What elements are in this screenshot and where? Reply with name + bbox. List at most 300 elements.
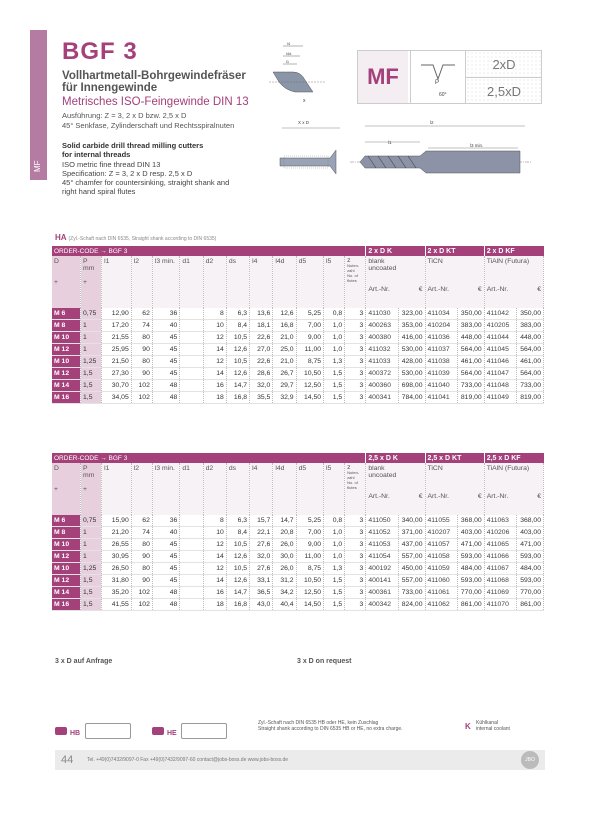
cell: 1,5 <box>81 587 102 599</box>
cell: 14,7 <box>273 515 296 527</box>
hdr-coating-tialn: TiAlN (Futura) Art.-Nr. € <box>484 463 543 515</box>
cell: M 12 <box>52 575 81 587</box>
cell: 48 <box>152 392 179 404</box>
cell: 411033 <box>366 356 399 368</box>
cell: 593,00 <box>517 551 544 563</box>
cell: M 12 <box>52 368 81 380</box>
hdr-l4d: l4d <box>273 256 296 308</box>
cell: 43,0 <box>250 599 273 611</box>
table-row <box>52 368 544 380</box>
cell: 411044 <box>484 332 517 344</box>
cell: 411061 <box>425 587 458 599</box>
cell: 411068 <box>484 575 517 587</box>
cell: 10,50 <box>296 575 323 587</box>
cell: 1 <box>81 527 102 539</box>
cell <box>180 563 203 575</box>
cell: 3 <box>345 551 366 563</box>
cell: 564,00 <box>458 368 484 380</box>
cell: 10,5 <box>226 539 249 551</box>
cell: 3 <box>345 575 366 587</box>
cell: 1,5 <box>324 392 345 404</box>
cell: 593,00 <box>458 575 484 587</box>
cell <box>180 551 203 563</box>
cell: 1 <box>81 332 102 344</box>
cell: 3 <box>345 539 366 551</box>
mf-ratio-25xd: 2,5xD <box>465 77 542 104</box>
cell: 32,0 <box>250 551 273 563</box>
cell: 12,6 <box>226 575 249 587</box>
cell <box>180 332 203 344</box>
table-row <box>52 599 544 611</box>
label-p: P <box>435 80 440 86</box>
cell: 7,00 <box>296 527 323 539</box>
logo: JBO <box>521 751 539 769</box>
table-body-2xd <box>52 308 544 404</box>
cell: 3 <box>345 563 366 575</box>
cell: 411039 <box>425 368 458 380</box>
cell: 411034 <box>425 308 458 320</box>
cell: 36,5 <box>250 587 273 599</box>
cell: 733,00 <box>399 587 425 599</box>
table-row <box>52 575 544 587</box>
cell: 471,00 <box>458 539 484 551</box>
cell <box>180 515 203 527</box>
cell: 1,0 <box>324 551 345 563</box>
cell: 15,90 <box>102 515 132 527</box>
cell: 8 <box>203 515 226 527</box>
cell: 383,00 <box>517 320 544 332</box>
cell: 11,00 <box>296 551 323 563</box>
legend-hb <box>55 722 131 740</box>
thread-angle-icon <box>410 51 465 103</box>
cell: 1 <box>81 539 102 551</box>
cell: 21,55 <box>102 332 132 344</box>
cell: 411032 <box>366 344 399 356</box>
cell: 18 <box>203 599 226 611</box>
hdr-l5: l5 <box>324 256 345 308</box>
hdr-coating-blank: blank uncoated Art.-Nr. € <box>366 463 425 515</box>
cell: 0,75 <box>81 515 102 527</box>
subtitle-norm: Metrisches ISO-Feingewinde DIN 13 <box>62 96 249 108</box>
cell: 1,5 <box>324 599 345 611</box>
label-l1b: l1 <box>388 140 392 145</box>
cell: 411053 <box>366 539 399 551</box>
order-code-row <box>52 453 544 463</box>
spec-en-line: for internal threads <box>62 150 131 160</box>
cell: 1,5 <box>324 368 345 380</box>
cell: 12,50 <box>296 587 323 599</box>
cell: 471,00 <box>517 539 544 551</box>
cell: M 10 <box>52 332 81 344</box>
hdr-l3: l3 min. <box>152 463 179 515</box>
cell: 16 <box>203 587 226 599</box>
cell: 411042 <box>484 308 517 320</box>
cell: 22,6 <box>250 332 273 344</box>
cell: 770,00 <box>458 587 484 599</box>
cell: 410204 <box>425 320 458 332</box>
label-l3: l3 min. <box>470 143 484 148</box>
cell: 1,3 <box>324 563 345 575</box>
cell: 411049 <box>484 392 517 404</box>
cell: 45 <box>152 332 179 344</box>
cell: 411047 <box>484 368 517 380</box>
order-code-row <box>52 246 544 256</box>
cell: 411059 <box>425 563 458 575</box>
cell: 22,1 <box>250 527 273 539</box>
mf-box <box>357 50 542 104</box>
spec-en-line: Specification: Z = 3, 2 x D resp. 2,5 x D <box>62 168 193 178</box>
cell: 530,00 <box>399 344 425 356</box>
hdr-l4: l4 <box>250 256 273 308</box>
hdr-l1: l1 <box>102 463 132 515</box>
cell: 1,0 <box>324 539 345 551</box>
cell: 3 <box>345 380 366 392</box>
hdr-ds: ds <box>226 463 249 515</box>
cell: 12 <box>203 332 226 344</box>
cell: 6,3 <box>226 308 249 320</box>
cell: 461,00 <box>458 356 484 368</box>
header-row <box>52 463 544 515</box>
cell: 0,75 <box>81 308 102 320</box>
hdr-d: D + <box>52 463 81 515</box>
table-row <box>52 539 544 551</box>
cell: 593,00 <box>517 575 544 587</box>
arrow-icon <box>152 727 164 735</box>
cell: 353,00 <box>399 320 425 332</box>
shank-he-icon <box>181 723 227 739</box>
hdr-d5: d5 <box>296 463 323 515</box>
spec-en <box>62 141 229 197</box>
cell: 17,20 <box>102 320 132 332</box>
cell: 12,6 <box>273 308 296 320</box>
cell: 90 <box>131 344 152 356</box>
note-de: 3 x D auf Anfrage <box>55 658 113 665</box>
cell: 32,0 <box>250 380 273 392</box>
table-row <box>52 332 544 344</box>
cell: 12,90 <box>102 308 132 320</box>
cat-k: 2 x D K <box>366 246 425 256</box>
hdr-coating-blank: blank uncoated Art.-Nr. € <box>366 256 425 308</box>
label-l4: l4 <box>287 42 291 46</box>
cell: 18,1 <box>250 320 273 332</box>
cell: 403,00 <box>458 527 484 539</box>
cell: 8 <box>203 308 226 320</box>
cell: 410205 <box>484 320 517 332</box>
legend-text: Zyl.-Schaft nach DIN 6535 HB oder HE, kein Zuschlag Straight shank according to DIN 6535 HB or HE, no extra charge. <box>258 720 403 732</box>
cell: 411040 <box>425 380 458 392</box>
cell: 25,0 <box>273 344 296 356</box>
cell: 1,5 <box>81 380 102 392</box>
cell: 564,00 <box>517 368 544 380</box>
cell: 26,0 <box>273 563 296 575</box>
cell: M 14 <box>52 380 81 392</box>
cell: 21,50 <box>102 356 132 368</box>
cell: 10,5 <box>226 332 249 344</box>
cell: 12,6 <box>226 551 249 563</box>
cell: 400361 <box>366 587 399 599</box>
cell: 400341 <box>366 392 399 404</box>
shank-hb-icon <box>85 723 131 739</box>
cell: 80 <box>131 563 152 575</box>
cell: 411030 <box>366 308 399 320</box>
cell: 3 <box>345 392 366 404</box>
cell: 411063 <box>484 515 517 527</box>
cell: 45 <box>152 356 179 368</box>
subtitle-de <box>62 70 246 94</box>
footer-contact: Tel. +49(0)7432/9097-0 Fax +49(0)7432/9097-60 contact@jobs-boss.de www.jobs-boss.de <box>87 757 289 763</box>
spec-en-line: right hand spiral flutes <box>62 187 136 197</box>
label-l1: l1 <box>286 59 290 64</box>
side-tab-label: MF <box>33 160 42 172</box>
hdr-coating-tialn: TiAlN (Futura) Art.-Nr. € <box>484 256 543 308</box>
hdr-z: z Nuten- zahl No. of flutes <box>345 256 366 308</box>
cell: 29,7 <box>273 380 296 392</box>
table-row <box>52 587 544 599</box>
cell: 1,5 <box>81 575 102 587</box>
cat-kt: 2,5 x D KT <box>425 453 484 463</box>
table-row <box>52 563 544 575</box>
cell: 90 <box>131 575 152 587</box>
cell: 3 <box>345 368 366 380</box>
arrow-icon <box>55 727 67 735</box>
cell: 48 <box>152 380 179 392</box>
cell: 14 <box>203 368 226 380</box>
cell: 3 <box>345 587 366 599</box>
cell: 411058 <box>425 551 458 563</box>
cell: 3 <box>345 599 366 611</box>
order-code: ORDER-CODE → BGF 3 <box>52 453 366 463</box>
cell: 3 <box>345 527 366 539</box>
table-body-25xd <box>52 515 544 611</box>
cell: 36 <box>152 308 179 320</box>
table-row <box>52 515 544 527</box>
cell: 819,00 <box>458 392 484 404</box>
note-en: 3 x D on request <box>297 658 352 665</box>
cell: 733,00 <box>517 380 544 392</box>
cell: 74 <box>131 527 152 539</box>
cell: 12 <box>203 356 226 368</box>
order-code: ORDER-CODE → BGF 3 <box>52 246 366 256</box>
cell: 411067 <box>484 563 517 575</box>
label-l2: l2 <box>430 120 434 125</box>
cell: 8,4 <box>226 527 249 539</box>
cell: 16,8 <box>273 320 296 332</box>
cell: 36 <box>152 515 179 527</box>
cell: 80 <box>131 356 152 368</box>
cell: M 16 <box>52 392 81 404</box>
cell: 350,00 <box>458 308 484 320</box>
cell: 102 <box>131 392 152 404</box>
cell: 410206 <box>484 527 517 539</box>
cell: 34,2 <box>273 587 296 599</box>
cell: 733,00 <box>458 380 484 392</box>
table-row <box>52 380 544 392</box>
cell: 484,00 <box>517 563 544 575</box>
hdr-l3: l3 min. <box>152 256 179 308</box>
cell <box>180 575 203 587</box>
cell: 21,0 <box>273 332 296 344</box>
cell: 861,00 <box>517 599 544 611</box>
cell: 90 <box>131 551 152 563</box>
cell: 448,00 <box>517 332 544 344</box>
subtitle-line: Vollhartmetall-Bohrgewindefräser <box>62 70 246 82</box>
cell: 1,0 <box>324 344 345 356</box>
hdr-coating-ticn: TiCN Art.-Nr. € <box>425 463 484 515</box>
cell <box>180 539 203 551</box>
cell: M 12 <box>52 551 81 563</box>
spec-line: Ausführung: Z = 3, 2 x D bzw. 2,5 x D <box>62 111 187 120</box>
spec-en-line: 45° chamfer for countersinking, straight shank and <box>62 178 230 188</box>
cell: 40,4 <box>273 599 296 611</box>
cell: 45 <box>152 344 179 356</box>
spec-en-line: ISO metric fine thread DIN 13 <box>62 159 161 169</box>
cell: 31,2 <box>273 575 296 587</box>
cell: 10 <box>203 527 226 539</box>
cell: 0,8 <box>324 308 345 320</box>
cell: 1,5 <box>81 368 102 380</box>
cell: 1,0 <box>324 332 345 344</box>
cell: 3 <box>345 356 366 368</box>
cell: 62 <box>131 515 152 527</box>
mf-code: MF <box>358 51 408 103</box>
cell: 1,25 <box>81 356 102 368</box>
cell: 45 <box>152 368 179 380</box>
hdr-l2: l2 <box>131 463 152 515</box>
cell <box>180 368 203 380</box>
cell: 400372 <box>366 368 399 380</box>
cell: 14,7 <box>226 587 249 599</box>
cell: 48 <box>152 587 179 599</box>
cell <box>180 587 203 599</box>
spec-de <box>62 111 234 130</box>
cell: 9,00 <box>296 332 323 344</box>
cell: 564,00 <box>458 344 484 356</box>
cell: 27,6 <box>250 539 273 551</box>
cell: 80 <box>131 332 152 344</box>
cell: M 6 <box>52 308 81 320</box>
cat-kf: 2 x D KF <box>484 246 543 256</box>
legend-he <box>152 722 227 740</box>
cell: 593,00 <box>458 551 484 563</box>
spec-line: 45° Senkfase, Zylinderschaft und Rechtsspiralnuten <box>62 120 235 130</box>
cell: 32,9 <box>273 392 296 404</box>
cell: 30,0 <box>273 551 296 563</box>
cell: 400263 <box>366 320 399 332</box>
cell: 31,80 <box>102 575 132 587</box>
tool-drawing <box>270 118 540 200</box>
cell: 12 <box>203 563 226 575</box>
cell: 26,0 <box>273 539 296 551</box>
hdr-l5: l5 <box>324 463 345 515</box>
cell: 30,70 <box>102 380 132 392</box>
cell: 14 <box>203 344 226 356</box>
legend-k: K <box>465 722 471 731</box>
cell: 45 <box>152 563 179 575</box>
table-row <box>52 320 544 332</box>
cell: 411036 <box>425 332 458 344</box>
cell: 400192 <box>366 563 399 575</box>
spec-table-25xd <box>52 453 544 611</box>
cell: M 10 <box>52 356 81 368</box>
cell: 48 <box>152 599 179 611</box>
cell: M 10 <box>52 563 81 575</box>
cell: 400141 <box>366 575 399 587</box>
cell: 1,0 <box>324 527 345 539</box>
cell: 45 <box>152 551 179 563</box>
cell: 403,00 <box>517 527 544 539</box>
cell: 62 <box>131 308 152 320</box>
cell: 14 <box>203 575 226 587</box>
cell: 411065 <box>484 539 517 551</box>
cell: 10 <box>203 320 226 332</box>
cell: 411062 <box>425 599 458 611</box>
cell: 40 <box>152 527 179 539</box>
cell: 530,00 <box>399 368 425 380</box>
he-label: HE <box>167 730 177 737</box>
cell: 461,00 <box>517 356 544 368</box>
cell: 784,00 <box>399 392 425 404</box>
cell: 3 <box>345 344 366 356</box>
cell: 368,00 <box>458 515 484 527</box>
cell: 411041 <box>425 392 458 404</box>
cell: 90 <box>131 368 152 380</box>
cell: 74 <box>131 320 152 332</box>
cell: 410207 <box>425 527 458 539</box>
cell: 411066 <box>484 551 517 563</box>
cell: 698,00 <box>399 380 425 392</box>
cell: 7,00 <box>296 320 323 332</box>
cell: 371,00 <box>399 527 425 539</box>
hdr-p: P mm + <box>81 256 102 308</box>
cell: 3 <box>345 515 366 527</box>
cell: 25,95 <box>102 344 132 356</box>
cell: 8,75 <box>296 563 323 575</box>
cell: 411038 <box>425 356 458 368</box>
cell: 26,55 <box>102 539 132 551</box>
cell: 411045 <box>484 344 517 356</box>
cell: 102 <box>131 587 152 599</box>
cell: 14,50 <box>296 392 323 404</box>
cell: 8,75 <box>296 356 323 368</box>
cell: 12,6 <box>226 344 249 356</box>
cat-k: 2,5 x D K <box>366 453 425 463</box>
cell: 8,4 <box>226 320 249 332</box>
table-row <box>52 344 544 356</box>
cell: 484,00 <box>458 563 484 575</box>
cell: 35,5 <box>250 392 273 404</box>
cell: 861,00 <box>458 599 484 611</box>
cell: 27,0 <box>250 344 273 356</box>
cell: 14,7 <box>226 380 249 392</box>
cell: 10,5 <box>226 356 249 368</box>
hdr-l4d: l4d <box>273 463 296 515</box>
cell: 26,7 <box>273 368 296 380</box>
cell: M 8 <box>52 527 81 539</box>
cell: 21,20 <box>102 527 132 539</box>
cell: 411048 <box>484 380 517 392</box>
spec-table-2xd <box>52 246 544 404</box>
cell: 0,8 <box>324 515 345 527</box>
cell: 18 <box>203 392 226 404</box>
cat-kf: 2,5 x D KF <box>484 453 543 463</box>
cell: 9,00 <box>296 539 323 551</box>
label-l4d: l4d <box>286 51 292 56</box>
cell: 12 <box>203 539 226 551</box>
table-row <box>52 356 544 368</box>
cell: 411060 <box>425 575 458 587</box>
page-number: 44 <box>61 754 74 766</box>
ha-tag <box>55 233 216 242</box>
